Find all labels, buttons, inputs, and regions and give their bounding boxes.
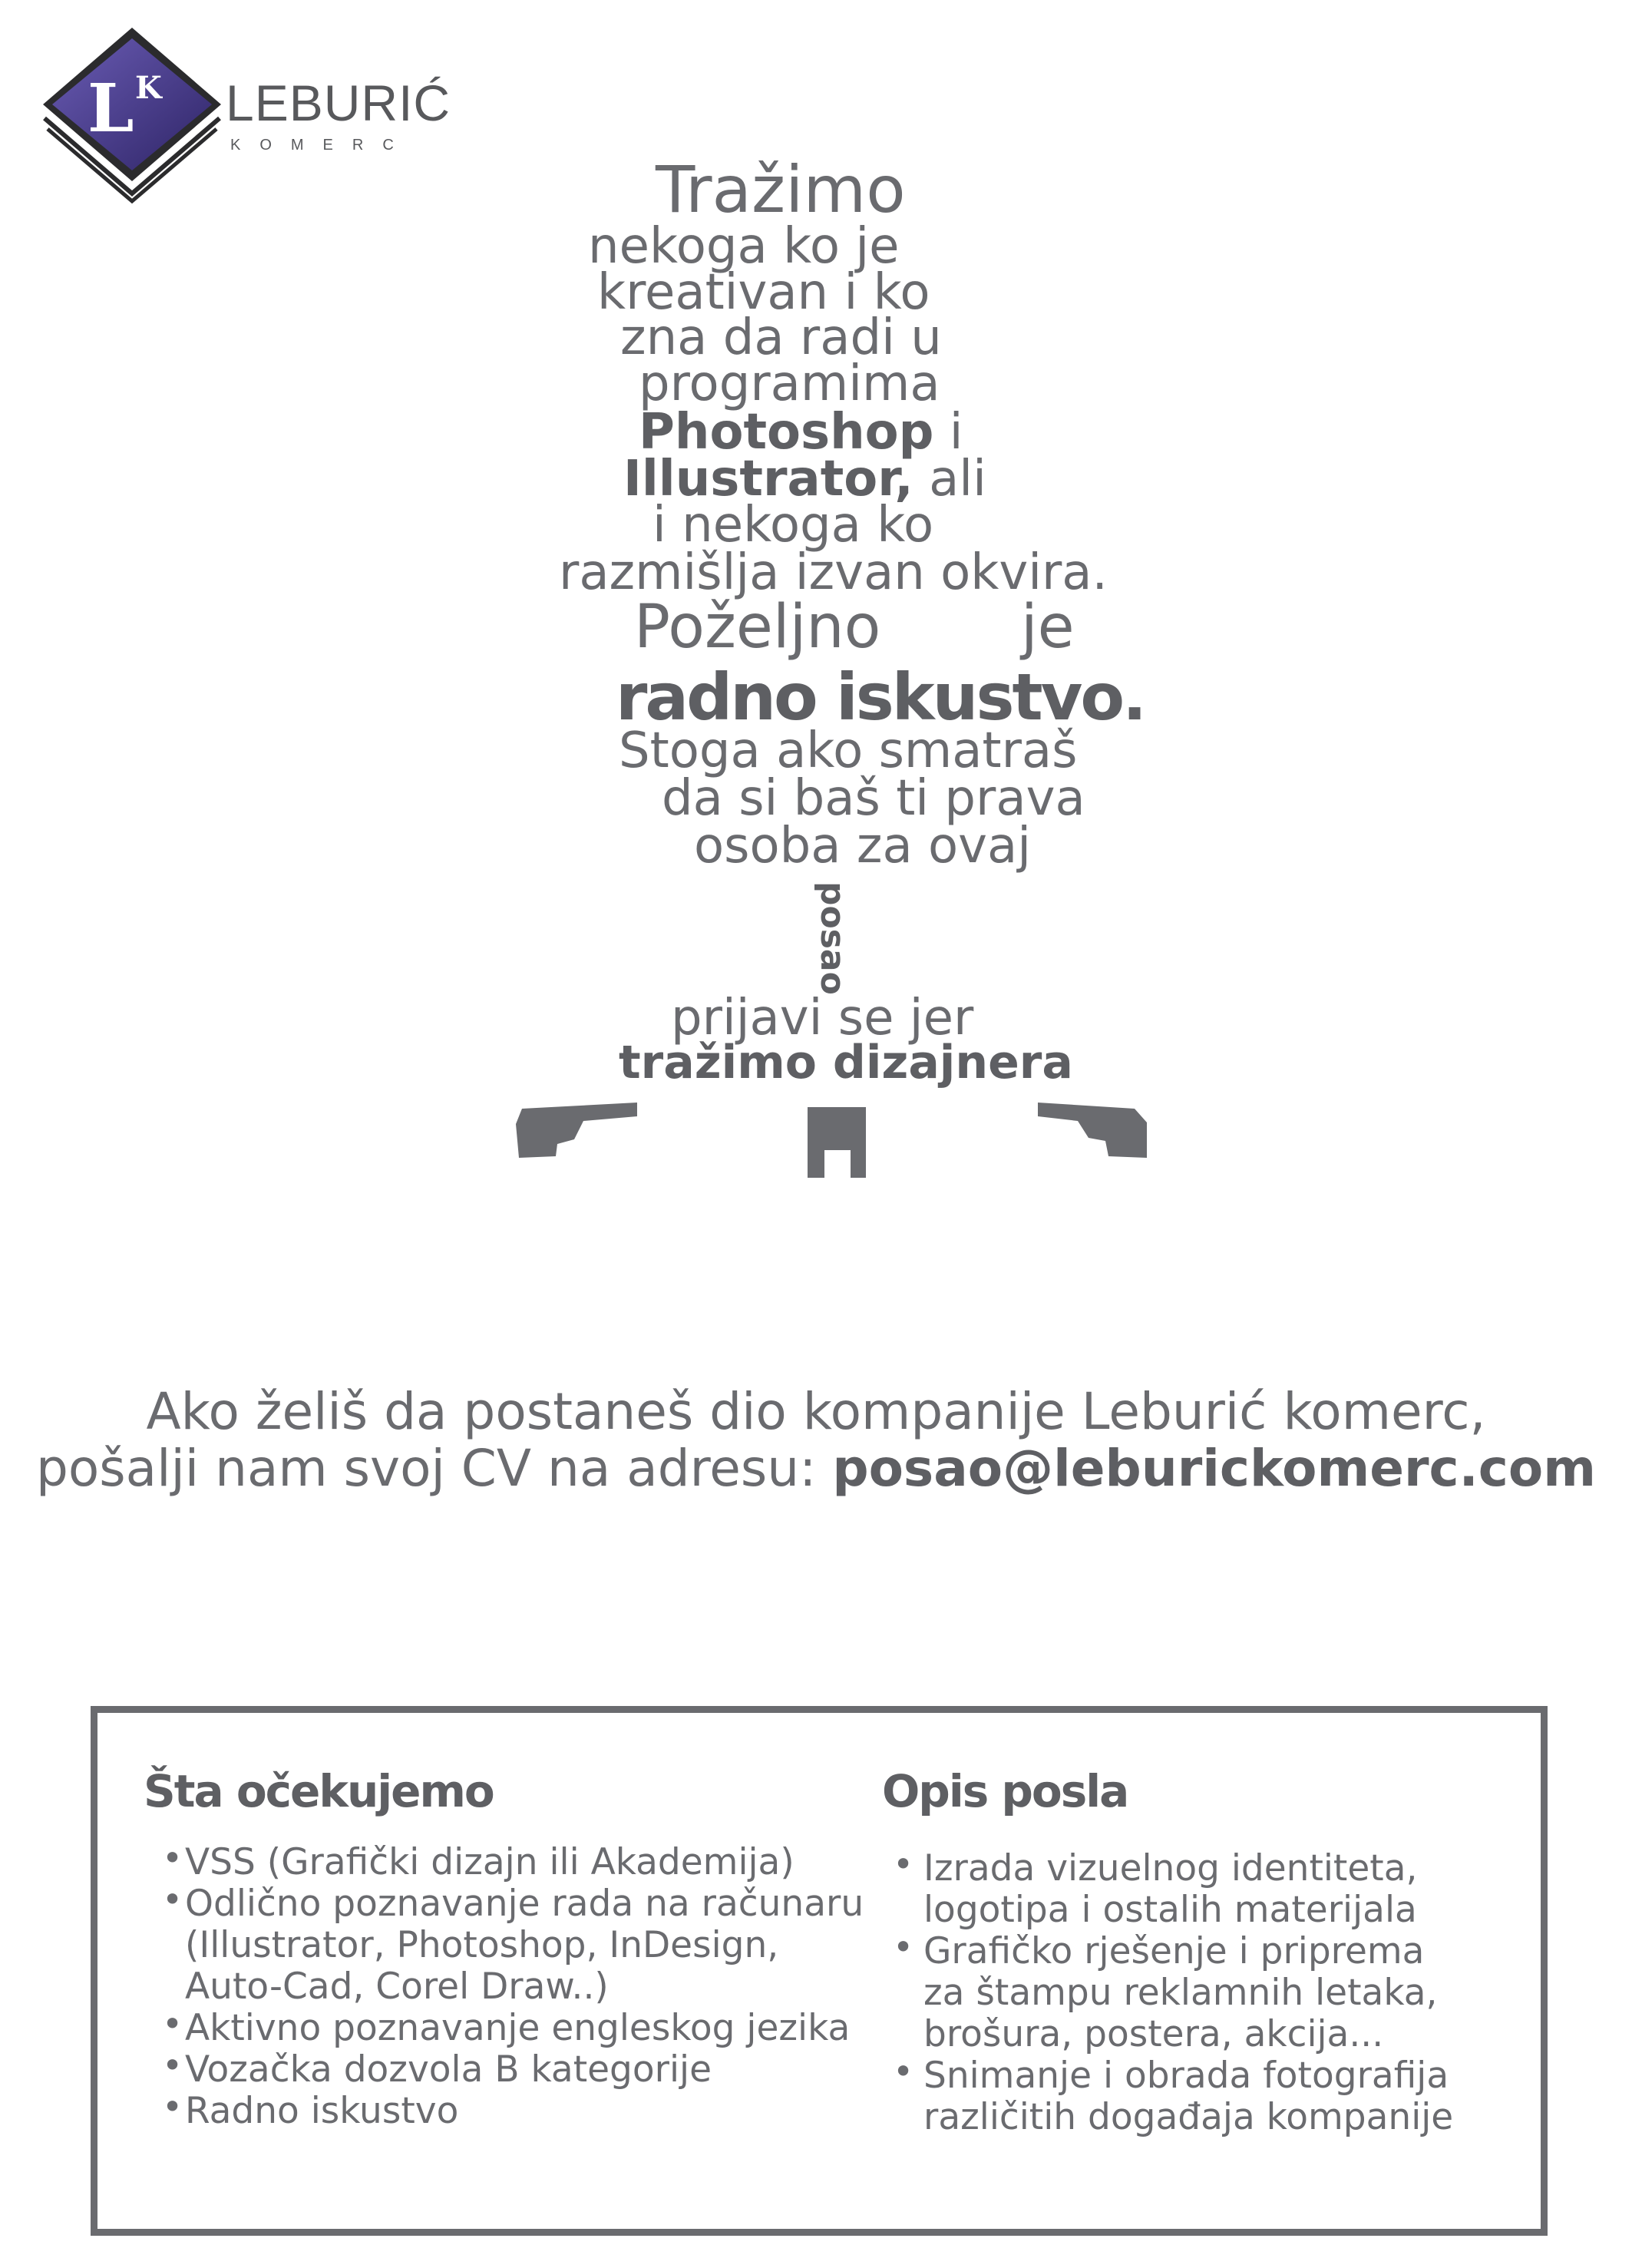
chair-line-4: zna da radi u [620, 309, 942, 366]
photoshop-text: Photoshop [639, 404, 934, 461]
cta-line-2 [0, 1439, 1632, 1498]
expect-item-cont: Auto-Cad, Corel Draw..) [185, 1965, 609, 2008]
chair-line-10b: je [1021, 593, 1075, 662]
chair-line-15: prijavi se jer [671, 990, 974, 1046]
chair-line-7-rest: ali [929, 451, 986, 507]
expect-item: • Vozačka dozvola B kategorije [162, 2049, 864, 2091]
logo-l-letter: L [88, 70, 134, 147]
expect-item: • Aktivno poznavanje engleskog jezika [162, 2008, 864, 2049]
email-link[interactable]: posao@leburickomerc.com [832, 1439, 1596, 1498]
posao-vertical-text: posao [813, 881, 852, 995]
logo-k-letter: K [135, 70, 162, 106]
company-logo [43, 28, 451, 204]
expect-item: • Radno iskustvo [162, 2091, 864, 2132]
chair-line-8: i nekoga ko [652, 497, 934, 554]
job-item: • Izrada vizuelnog identiteta, [893, 1848, 1453, 1889]
chair-line-3: kreativan i ko [597, 264, 930, 321]
chair-line-6-rest: i [949, 404, 963, 461]
cta-line-2-prefix: pošalji nam svoj CV na adresu: [36, 1439, 817, 1498]
job-item-cont: brošura, postera, akcija... [923, 2013, 1384, 2055]
expect-title: Šta očekujemo [144, 1765, 494, 1817]
job-title: Opis posla [882, 1765, 1128, 1817]
job-item: • Grafičko rješenje i priprema [893, 1931, 1453, 1972]
logo-subtitle: KOMERC [230, 137, 413, 154]
job-item-cont: za štampu reklamnih letaka, [923, 1972, 1438, 2014]
illustrator-text: Illustrator, [623, 451, 913, 507]
expect-item-cont: (Illustrator, Photoshop, InDesign, [185, 1924, 779, 1966]
chair-line-13: da si baš ti prava [662, 770, 1085, 827]
job-item-cont: logotipa i ostalih materijala [923, 1889, 1417, 1931]
expect-item: • Odlično poznavanje rada na računaru [162, 1883, 864, 1925]
chair-base-icon [0, 1083, 1632, 1236]
chair-line-5: programima [639, 355, 940, 412]
expect-item: • VSS (Grafički dizajn ili Akademija) [162, 1842, 864, 1883]
chair-line-10a: Poželjno [634, 593, 881, 662]
radno-iskustvo-text: radno iskustvo. [616, 660, 1145, 735]
chair-line-14: osoba za ovaj [694, 818, 1032, 874]
chair-line-6 [639, 404, 963, 461]
chair-line-9: razmišlja izvan okvira. [559, 544, 1108, 601]
trazimo-dizajnera-text: tražimo dizajnera [619, 1036, 1073, 1089]
info-box [91, 1706, 1548, 2236]
job-item-cont: različitih događaja kompanije [923, 2096, 1454, 2138]
logo-brand: LEBURIĆ [226, 74, 451, 131]
job-list [893, 1848, 1453, 2138]
chair-line-1: Tražimo [656, 152, 906, 227]
job-item: • Snimanje i obrada fotografija [893, 2055, 1453, 2097]
cta-line-1: Ako želiš da postaneš dio kompanije Leburić komerc, [146, 1382, 1486, 1441]
chair-line-2: nekoga ko je [588, 218, 900, 275]
expect-list [162, 1842, 864, 2132]
logo-diamond-icon [43, 28, 227, 204]
chair-line-12: Stoga ako smatraš [619, 722, 1078, 779]
